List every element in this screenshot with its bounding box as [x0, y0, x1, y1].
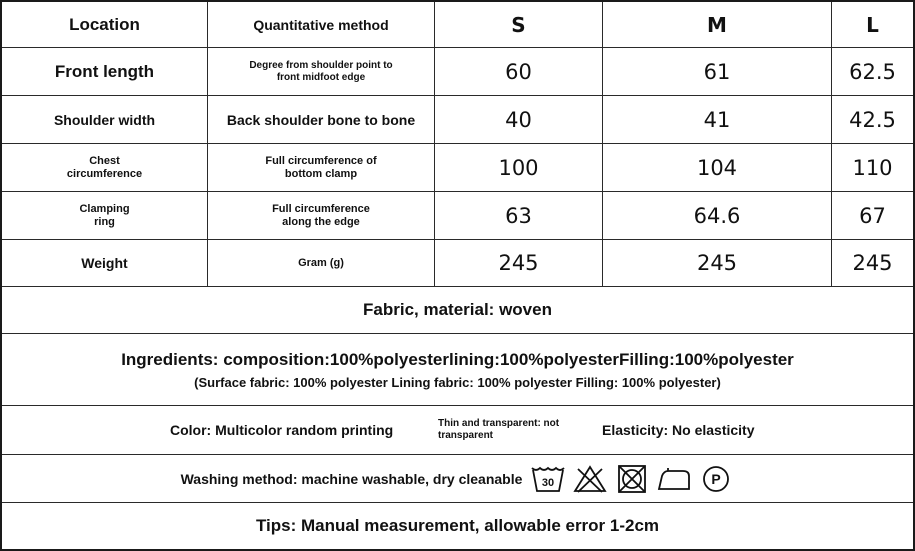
row-value-s: 40: [435, 96, 603, 144]
row-method: Degree from shoulder point to front midfoot edge: [208, 48, 435, 96]
row-value-l: 42.5: [832, 96, 913, 144]
row-location: Chest circumference: [2, 144, 208, 192]
ingredients-main: Ingredients: composition:100%polyesterlining:100%polyesterFilling:100%polyester: [121, 349, 794, 369]
ingredients-sub: (Surface fabric: 100% polyester Lining fabric: 100% polyester Filling: 100% polyester): [194, 374, 721, 390]
elasticity-attribute: Elasticity: No elasticity: [602, 422, 755, 438]
color-attribute: Color: Multicolor random printing: [170, 422, 394, 438]
row-value-m: 41: [603, 96, 832, 144]
row-value-m: 64.6: [603, 192, 832, 240]
iron-icon: [656, 464, 692, 494]
no-tumble-dry-icon: [614, 464, 650, 494]
row-method: Gram (g): [208, 240, 435, 287]
tips-row: Tips: Manual measurement, allowable error 1-2cm: [255, 516, 660, 535]
row-value-l: 62.5: [832, 48, 913, 96]
washing-label: Washing method: machine washable, dry cleanable: [180, 470, 523, 487]
size-table: [2, 2, 913, 287]
row-value-m: 245: [603, 240, 832, 287]
row-value-s: 100: [435, 144, 603, 192]
washing-row: [2, 455, 913, 503]
row-value-s: 60: [435, 48, 603, 96]
row-location: Shoulder width: [2, 96, 208, 144]
row-value-m: 61: [603, 48, 832, 96]
row-value-l: 245: [832, 240, 913, 287]
wash-temp-label: 30: [542, 476, 555, 489]
row-value-l: 110: [832, 144, 913, 192]
fabric-row: Fabric, material: woven: [2, 287, 913, 334]
row-location: Front length: [2, 48, 208, 96]
row-method: Full circumference of bottom clamp: [208, 144, 435, 192]
row-value-m: 104: [603, 144, 832, 192]
row-value-l: 67: [832, 192, 913, 240]
row-location: Weight: [2, 240, 208, 287]
row-value-s: 63: [435, 192, 603, 240]
row-method: Back shoulder bone to bone: [208, 96, 435, 144]
thin-attribute: Thin and transparent: not transparent: [438, 418, 560, 441]
header-size-s: S: [435, 2, 603, 48]
row-method: Full circumference along the edge: [208, 192, 435, 240]
dry-clean-p-icon: [698, 464, 734, 494]
header-location: Location: [2, 2, 208, 48]
no-bleach-icon: [572, 464, 608, 494]
header-size-l: L: [832, 2, 913, 48]
dry-clean-letter: P: [711, 470, 722, 487]
attributes-row: [2, 406, 913, 455]
row-value-s: 245: [435, 240, 603, 287]
header-size-m: M: [603, 2, 832, 48]
ingredients-row: [2, 334, 913, 406]
wash-30-icon: [530, 464, 566, 494]
row-location: Clamping ring: [2, 192, 208, 240]
header-method: Quantitative method: [208, 2, 435, 48]
